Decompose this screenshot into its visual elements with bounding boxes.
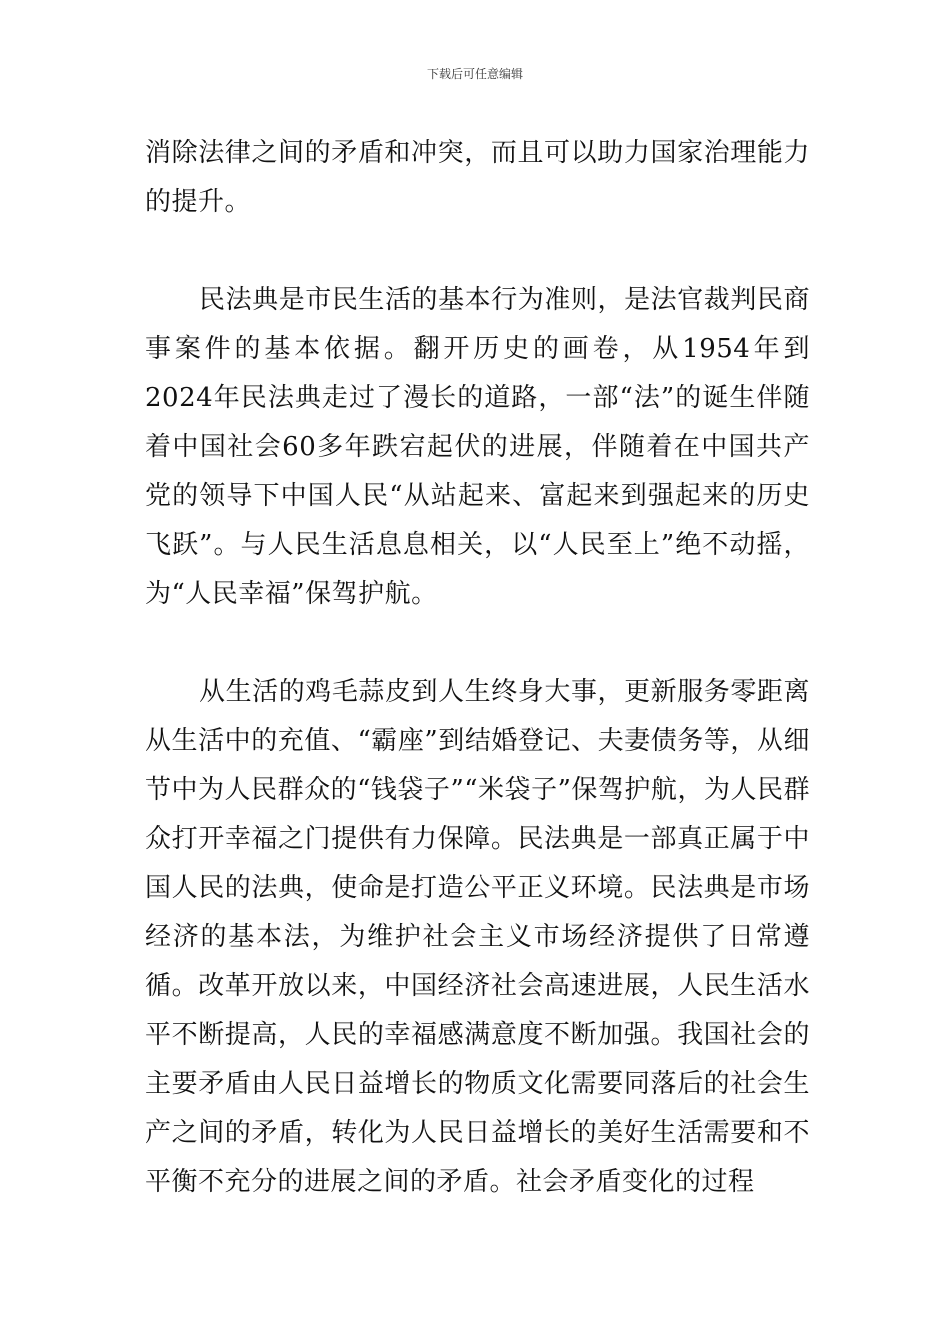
page-header-note: 下载后可任意编辑: [426, 67, 523, 81]
paragraph-civil-code-intro: 民法典是市民生活的基本行为准则，是法官裁判民商事案件的基本依据。翻开历史的画卷，从1954年到2024年民法典走过了漫长的道路，一部“法”的诞生伴随着中国社会60多年跌宕起伏的进展，伴随着在中国共产党的领导下中国人民“从站起来、富起来到强起来的历史飞跃”。与人民生活息息相关，以“人民至上”绝不动摇，为“人民幸福”保驾护航。: [145, 285, 810, 609]
paragraph-daily-life: 从生活的鸡毛蒜皮到人生终身大事，更新服务零距离从生活中的充值、“霸座”到结婚登记、夫妻债务等，从细节中为人民群众的“钱袋子”“米袋子”保驾护航，为人民群众打开幸福之门提供有力保障。民法典是一部真正属于中国人民的法典，使命是打造公平正义环境。民法典是市场经济的基本法，为维护社会主义市场经济提供了日常遵循。改革开放以来，中国经济社会高速进展，人民生活水平不断提高，人民的幸福感满意度不断加强。我国社会的主要矛盾由人民日益增长的物质文化需要同落后的社会生产之间的矛盾，转化为人民日益增长的美好生活需要和不平衡不充分的进展之间的矛盾。社会矛盾变化的过程: [145, 677, 810, 1197]
document-body: [145, 129, 810, 1207]
paragraph-continuation: 消除法律之间的矛盾和冲突，而且可以助力国家治理能力的提升。: [145, 138, 810, 217]
paragraph-gap: [145, 227, 810, 276]
paragraph-gap: [145, 619, 810, 668]
